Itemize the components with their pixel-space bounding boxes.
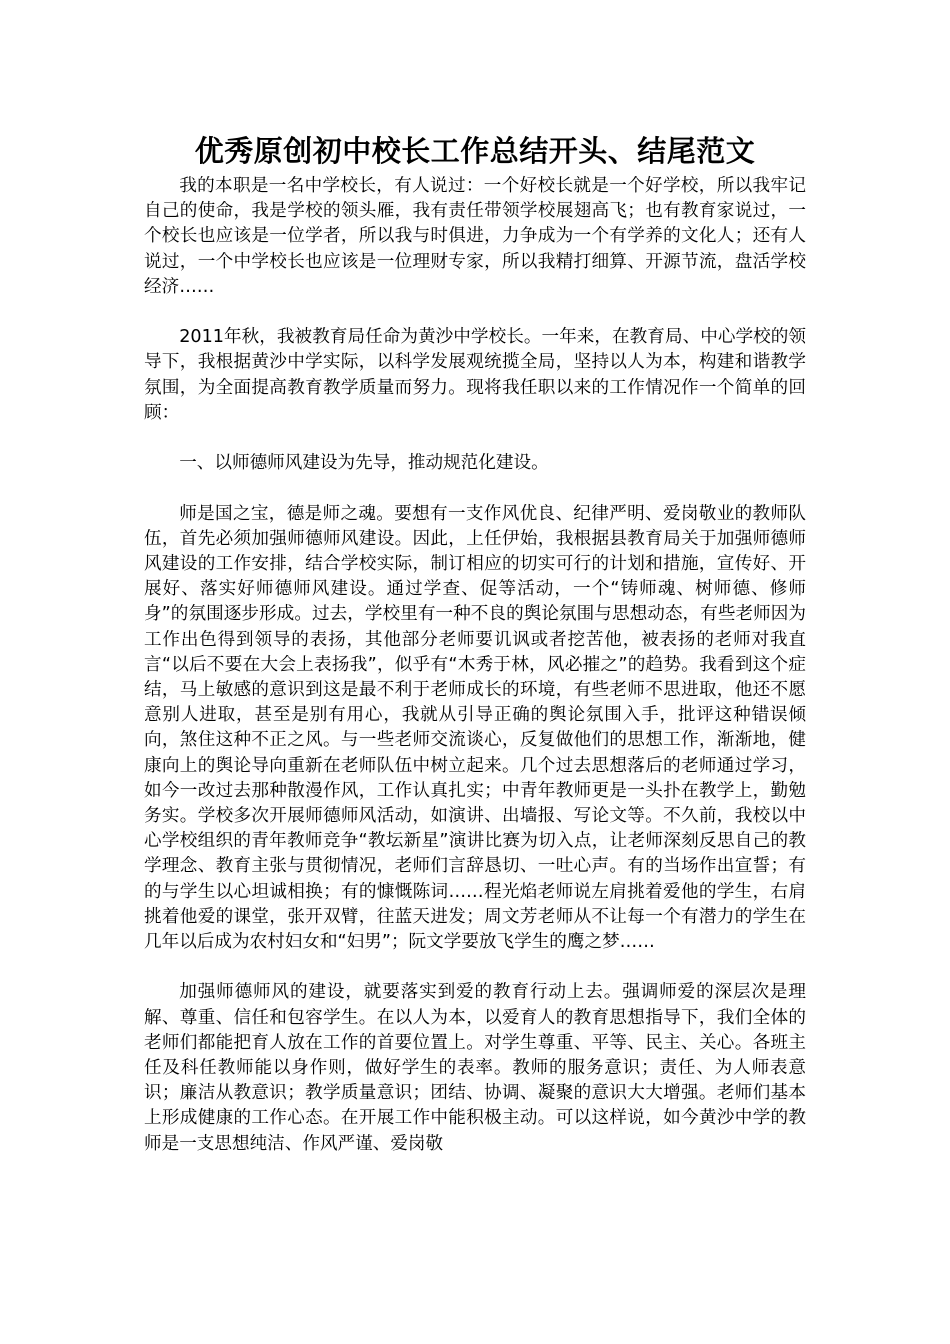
paragraph-love-education: 加强师德师风的建设，就要落实到爱的教育行动上去。强调师爱的深层次是理解、尊重、信任和包容学生。在以人为本，以爱育人的教育思想指导下，我们全体的老师们都能把育人放在工作的首要位置上。对学生尊重、平等、民主、关心。各班主任及科任教师能以身作则，做好学生的表率。教师的服务意识；责任、为人师表意识；廉洁从教意识；教学质量意识；团结、协调、凝聚的意识大大增强。老师们基本上形成健康的工作心态。在开展工作中能积极主动。可以这样说，如今黄沙中学的教师是一支思想纯洁、作风严谨、爱岗敬 [144,982,806,1154]
document-page [144,128,806,1157]
paragraph-appointment: 2011年秋，我被教育局任命为黄沙中学校长。一年来，在教育局、中心学校的领导下，我根据黄沙中学实际，以科学发展观统揽全局，坚持以人为本，构建和谐教学氛围，为全面提高教育教学质量而努力。现将我任职以来的工作情况作一个简单的回顾： [144,327,806,423]
section-heading-1: 一、以师德师风建设为先导，推动规范化建设。 [179,453,549,474]
paragraph-ethics: 师是国之宝，德是师之魂。要想有一支作风优良、纪律严明、爱岗敬业的教师队伍，首先必须加强师德师风建设。因此，上任伊始，我根据县教育局关于加强师德师风建设的工作安排，结合学校实际，制订相应的切实可行的计划和措施，宣传好、开展好、落实好师德师风建设。通过学查、促等活动，一个“铸师魂、树师德、修师身”的氛围逐步形成。过去，学校里有一种不良的舆论氛围与思想动态，有些老师因为工作出色得到领导的表扬，其他部分老师要讥讽或者挖苦他，被表扬的老师对我直言“以后不要在大会上表扬我”，似乎有“木秀于林，风必摧之”的趋势。我看到这个症结，马上敏感的意识到这是最不利于老师成长的环境，有些老师不思进取，他还不愿意别人进取，甚至是别有用心，我就从引导正确的舆论氛围入手，批评这种错误倾向，煞住这种不正之风。与一些老师交流谈心，反复做他们的思想工作，渐渐地，健康向上的舆论导向重新在老师队伍中树立起来。几个过去思想落后的老师通过学习，如今一改过去那种散漫作风，工作认真扎实；中青年教师更是一头扑在教学上，勤勉务实。学校多次开展师德师风活动，如演讲、出墙报、写论文等。不久前，我校以中心学校组织的青年教师竞争“教坛新星”演讲比赛为切入点，让老师深刻反思自己的教学理念、教育主张与贯彻情况，老师们言辞恳切、一吐心声。有的当场作出宣誓；有的与学生以心坦诚相换；有的慷慨陈词……程光焰老师说左肩挑着爱他的学生，右肩挑着他爱的课堂，张开双臂，往蓝天进发；周文芳老师从不让每一个有潜力的学生在几年以后成为农村妇女和“妇男”；阮文学要放飞学生的鹰之梦…… [144,503,806,953]
paragraph-intro: 我的本职是一名中学校长，有人说过：一个好校长就是一个好学校，所以我牢记自己的使命，我是学校的领头雁，我有责任带领学校展翅高飞；也有教育家说过，一个校长也应该是一位学者，所以我与时俱进，力争成为一个有学养的文化人；还有人说过，一个中学校长也应该是一位理财专家，所以我精打细算、开源节流，盘活学校经济…… [144,176,806,297]
document-title: 优秀原创初中校长工作总结开头、结尾范文 [194,134,756,168]
